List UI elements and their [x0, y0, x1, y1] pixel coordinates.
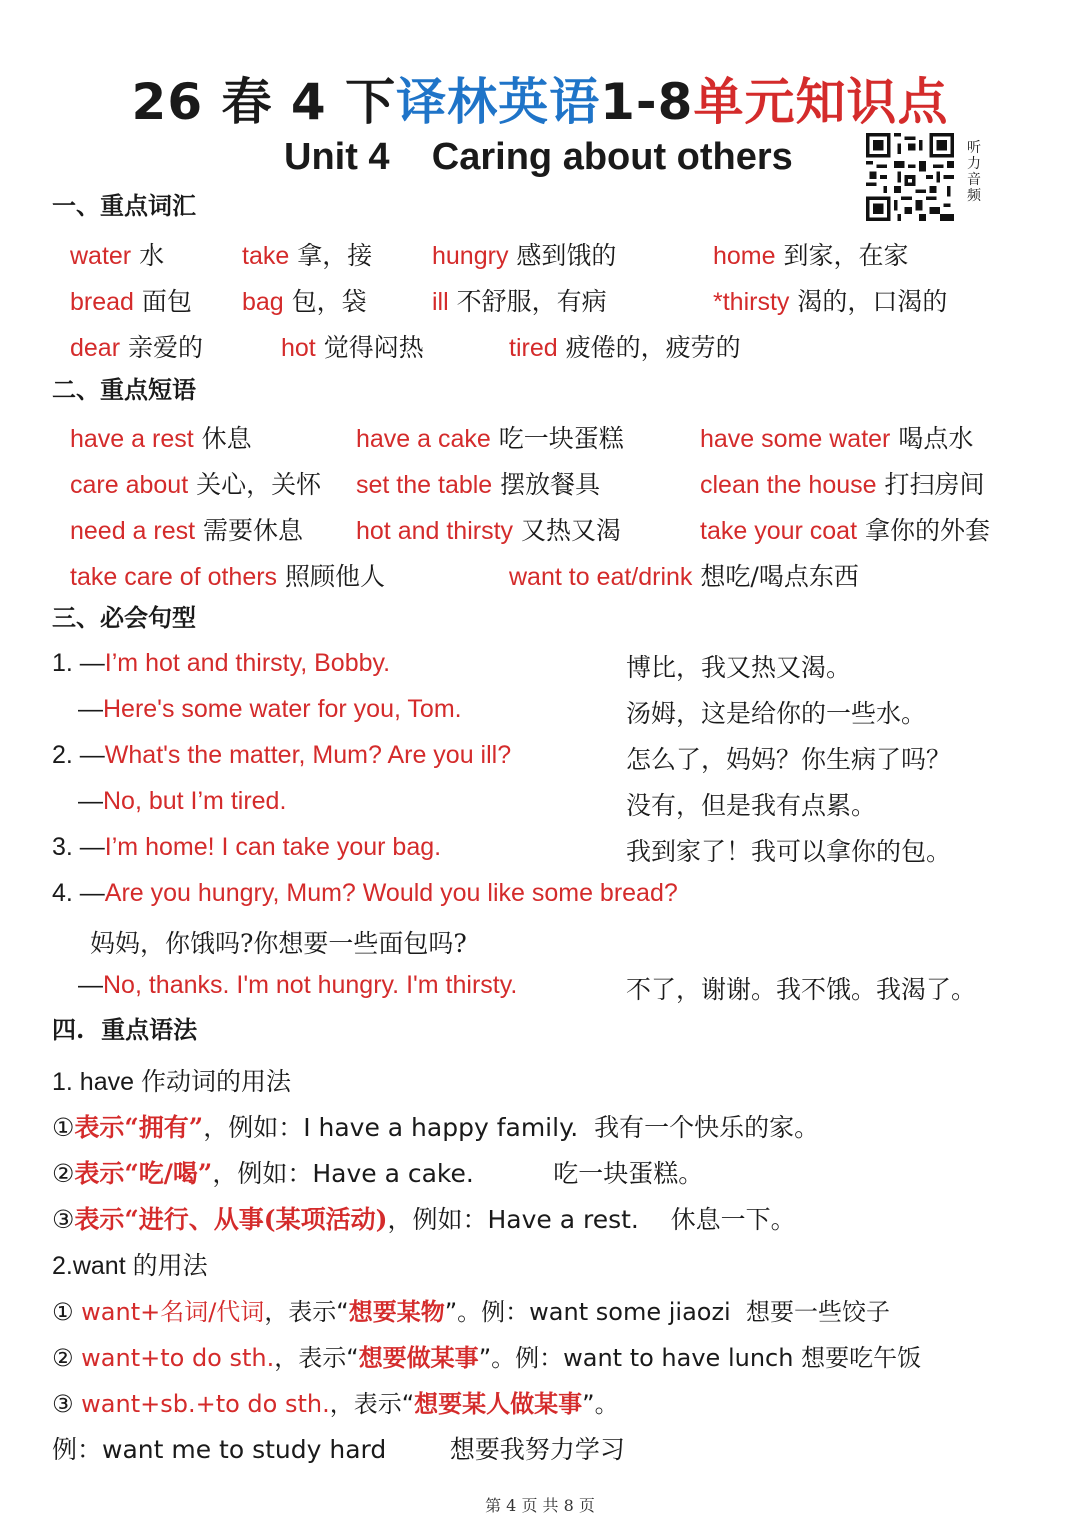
- phrase-item: set the table 摆放餐具: [356, 470, 601, 499]
- grammar-item: ② want+to do sth.，表示“想要做某事”。例：want to have lunch 想要吃午饭: [52, 1344, 922, 1372]
- grammar-subtitle: 2.want 的用法: [52, 1252, 208, 1280]
- phrase-item: clean the house 打扫房间: [700, 470, 985, 499]
- grammar-item: ②表示“吃/喝”，例如：Have a cake. 吃一块蛋糕。: [52, 1159, 704, 1188]
- sentence-translation: 怎么了，妈妈？你生病了吗？: [626, 745, 952, 774]
- vocab-item: ill 不舒服，有病: [432, 287, 607, 316]
- vocab-item: dear 亲爱的: [70, 333, 204, 362]
- vocab-item: *thirsty 渴的，口渴的: [713, 287, 948, 316]
- sentence-translation: 我到家了！我可以拿你的包。: [626, 837, 952, 866]
- grammar-item: ① want+名词/代词，表示“想要某物”。例：want some jiaozi 想要一些饺子: [52, 1298, 890, 1326]
- phrase-item: have some water 喝点水: [700, 424, 974, 453]
- vocab-item: water 水: [70, 241, 165, 270]
- vocab-item: bread 面包: [70, 287, 192, 316]
- grammar-item: ③表示“进行、从事(某项活动)，例如：Have a rest. 休息一下。: [52, 1205, 796, 1234]
- sentence-line: 4. —Are you hungry, Mum? Would you like some bread?: [52, 879, 678, 907]
- grammar-example: 例：want me to study hard 想要我努力学习: [52, 1435, 625, 1464]
- sentence-line: 1. —I’m hot and thirsty, Bobby.: [52, 649, 391, 677]
- sentence-translation: 汤姆，这是给你的一些水。: [626, 699, 927, 728]
- phrase-item: want to eat/drink 想吃/喝点东西: [509, 562, 859, 591]
- sentence-line: 2. —What's the matter, Mum? Are you ill?: [52, 741, 512, 769]
- vocab-item: hot 觉得闷热: [281, 333, 424, 362]
- sentence-line: —No, thanks. I'm not hungry. I'm thirsty.: [78, 971, 518, 999]
- phrase-item: need a rest 需要休息: [70, 516, 304, 545]
- vocab-item: home 到家，在家: [713, 241, 909, 270]
- page-footer: 第 4 页 共 8 页: [485, 1496, 595, 1515]
- phrase-item: have a rest 休息: [70, 424, 252, 453]
- section-heading-phrases: 二、重点短语: [52, 375, 196, 404]
- vocab-item: take 拿，接: [242, 241, 373, 270]
- sentence-translation: 不了，谢谢。我不饿。我渴了。: [626, 975, 977, 1004]
- sentence-line: 3. —I’m home! I can take your bag.: [52, 833, 442, 861]
- vocab-item: tired 疲倦的，疲劳的: [509, 333, 741, 362]
- page-title: 26 春 4 下译林英语1-8单元知识点: [131, 73, 949, 131]
- qr-label: 听力音频: [967, 140, 981, 204]
- phrase-item: care about 关心，关怀: [70, 470, 322, 499]
- sentence-translation: 没有，但是我有点累。: [626, 791, 877, 820]
- grammar-item: ③ want+sb.+to do sth.，表示“想要某人做某事”。: [52, 1390, 619, 1418]
- section-heading-vocab: 一、重点词汇: [52, 191, 196, 220]
- vocab-item: bag 包，袋: [242, 287, 367, 316]
- phrase-item: have a cake 吃一块蛋糕: [356, 424, 624, 453]
- sentence-line: —No, but I’m tired.: [78, 787, 287, 815]
- phrase-item: hot and thirsty 又热又渴: [356, 516, 621, 545]
- phrase-item: take care of others 照顾他人: [70, 562, 386, 591]
- section-heading-sentences: 三、必会句型: [52, 603, 196, 632]
- unit-title: Unit 4 Caring about others: [284, 136, 793, 178]
- sentence-translation: 妈妈，你饿吗?你想要一些面包吗?: [90, 929, 467, 958]
- sentence-translation: 博比，我又热又渴。: [626, 653, 852, 682]
- sentence-line: —Here's some water for you, Tom.: [78, 695, 462, 723]
- phrase-item: take your coat 拿你的外套: [700, 516, 990, 545]
- qr-code-icon[interactable]: [866, 133, 954, 221]
- grammar-subtitle: 1. have 作动词的用法: [52, 1068, 291, 1096]
- grammar-item: ①表示“拥有”，例如：I have a happy family. 我有一个快乐的家。: [52, 1113, 820, 1142]
- section-heading-grammar: 四. 重点语法: [52, 1015, 198, 1044]
- vocab-item: hungry 感到饿的: [432, 241, 617, 270]
